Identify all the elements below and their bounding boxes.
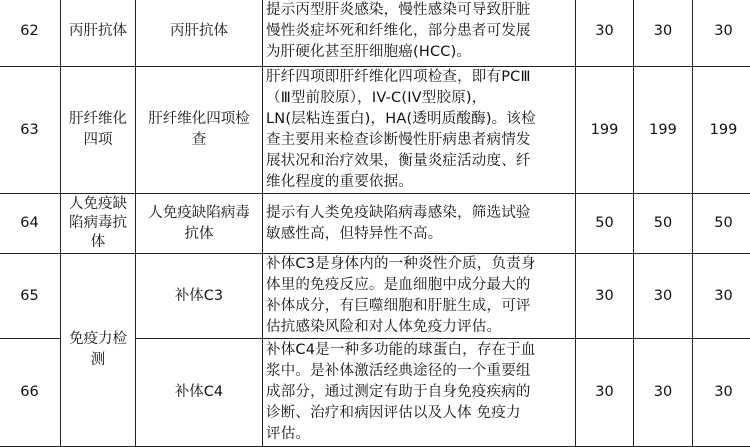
price-cell: 199: [693, 67, 750, 194]
desc-line: 提示丙型肝炎感染，慢性感染可导致肝脏: [266, 0, 572, 21]
row-number: 66: [0, 339, 61, 447]
desc-line: （Ⅲ型前胶原），IV-C(IV型胶原)，: [266, 88, 572, 109]
table-row: [0, 254, 750, 339]
price-cell: 199: [576, 67, 634, 194]
desc-line: 补体成分，有巨噬细胞和肝脏生成，可评: [266, 296, 572, 317]
category-line: 四项: [64, 130, 132, 151]
price-cell: 50: [634, 194, 693, 254]
desc-line: 敏感性高，但特异性不高。: [266, 224, 572, 245]
desc-line: LN(层粘连蛋白)，HA(透明质酸酶)。该检: [266, 109, 572, 130]
row-number: 62: [0, 0, 61, 67]
category-line: 测: [64, 350, 132, 371]
table-row: [0, 194, 750, 254]
item-cell: 补体C4: [136, 339, 263, 447]
item-cell: 丙肝抗体: [136, 0, 263, 67]
category-line: 人免疫缺: [64, 195, 132, 214]
category-cell: [61, 194, 136, 254]
desc-line: 补体C3是身体内的一种炎性介质，负责身: [266, 254, 572, 275]
description-cell: [263, 67, 576, 194]
desc-line: 补体C4是一种多功能的球蛋白，存在于血: [266, 340, 572, 361]
desc-line: 浆中。是补体激活经典途径的一个重要组: [266, 361, 572, 382]
price-cell: 50: [576, 194, 634, 254]
category-cell: [61, 67, 136, 194]
description-cell: [263, 194, 576, 254]
price-cell: 30: [576, 254, 634, 339]
desc-line: 为肝硬化甚至肝细胞癌(HCC)。: [266, 42, 572, 63]
category-line: 免疫力检: [64, 329, 132, 350]
item-line: 查: [139, 130, 259, 151]
item-line: 人免疫缺陷病毒: [139, 203, 259, 224]
description-cell: [263, 0, 576, 67]
item-cell: 补体C3: [136, 254, 263, 339]
price-cell: 30: [693, 0, 750, 67]
desc-line: 维化程度的重要依据。: [266, 172, 572, 193]
desc-line: 提示有人类免疫缺陷病毒感染，筛选试验: [266, 203, 572, 224]
row-number: 64: [0, 194, 61, 254]
price-cell: 30: [693, 254, 750, 339]
item-line: 肝纤维化四项检: [139, 109, 259, 130]
price-cell: 30: [576, 0, 634, 67]
row-number: 65: [0, 254, 61, 339]
category-line: 肝纤维化: [64, 109, 132, 130]
item-cell: [136, 194, 263, 254]
row-number: 63: [0, 67, 61, 194]
price-cell: 30: [634, 339, 693, 447]
desc-line: 慢性炎症坏死和纤维化，部分患者可发展: [266, 21, 572, 42]
desc-line: 查主要用来检查诊断慢性肝病患者病情发: [266, 130, 572, 151]
price-cell: 30: [634, 0, 693, 67]
desc-line: 展状况和治疗效果，衡量炎症活动度、纤: [266, 151, 572, 172]
item-line: 抗体: [139, 224, 259, 245]
price-cell: 50: [693, 194, 750, 254]
price-cell: 30: [576, 339, 634, 447]
item-cell: [136, 67, 263, 194]
price-cell: 30: [693, 339, 750, 447]
table-row: [0, 67, 750, 194]
description-cell: [263, 339, 576, 447]
description-cell: [263, 254, 576, 339]
desc-line: 体里的免疫反应。是血细胞中成分最大的: [266, 275, 572, 296]
table-row: [0, 0, 750, 67]
desc-line: 诊断、治疗和病因评估以及人体 免疫力: [266, 403, 572, 424]
category-line: 体: [64, 233, 132, 252]
desc-line: 成部分，通过测定有助于自身免疫疾病的: [266, 382, 572, 403]
desc-line: 评估。: [266, 424, 572, 445]
desc-line: 肝纤四项即肝纤维化四项检查，即有PCⅢ: [266, 67, 572, 88]
price-cell: 30: [634, 254, 693, 339]
category-cell-merged: [61, 254, 136, 447]
category-cell: 丙肝抗体: [61, 0, 136, 67]
desc-line: 估抗感染风险和对人体免疫力评估。: [266, 317, 572, 338]
category-line: 陷病毒抗: [64, 214, 132, 233]
price-cell: 199: [634, 67, 693, 194]
